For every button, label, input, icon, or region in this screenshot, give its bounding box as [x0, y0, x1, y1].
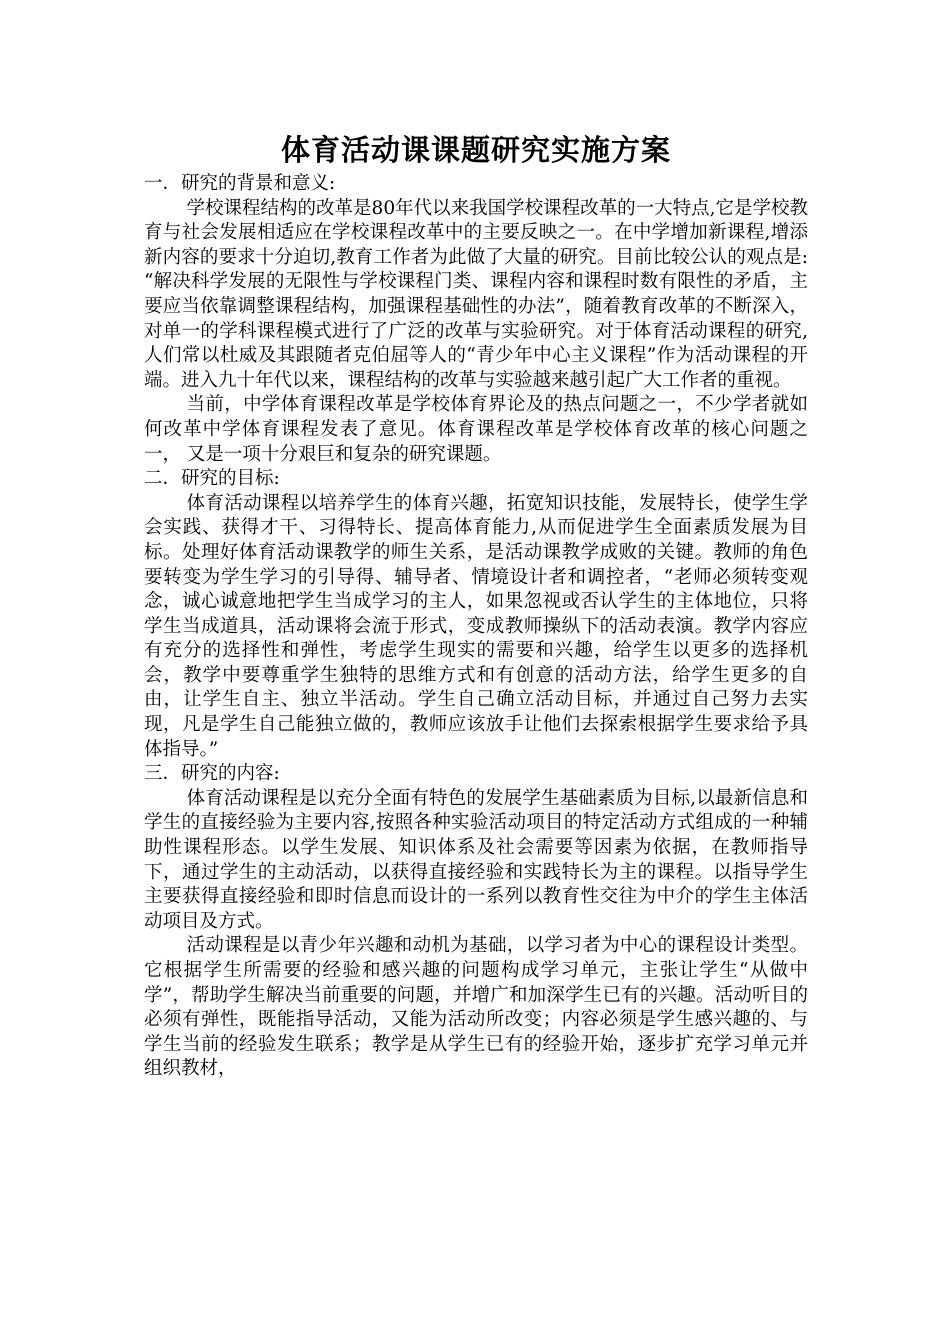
section-heading: 二．研究的目标: — [144, 468, 280, 490]
document-title: 体育活动课课题研究实施方案 — [280, 133, 671, 167]
paragraph: 体育活动课程是以充分全面有特色的发展学生基础素质为目标,以最新信息和学生的直接经验为主要内容,按照各种实验活动项目的特定活动方式组成的一种辅助性课程形态。以学生发展、知识体系及社会需要等因素为依据，在教师指导下，通过学生的主动活动，以获得直接经验和实践特长为主的课程。以指导学生主要获得直接经验和即时信息而设计的一系列以教育性交往为中介的学生主体活动项目及方式。 — [144, 787, 808, 932]
document-body — [144, 128, 808, 1082]
section-content — [144, 762, 808, 1082]
section-heading: 三．研究的内容: — [144, 763, 280, 785]
paragraph: 当前，中学体育课程改革是学校体育界论及的热点问题之一，不少学者就如何改革中学体育课程发表了意见。体育课程改革是学校体育改革的核心问题之一， 又是一项十分艰巨和复杂的研究课题。 — [144, 394, 808, 465]
paragraph: 学校课程结构的改革是80年代以来我国学校课程改革的一大特点,它是学校教育与社会发展相适应在学校课程改革中的主要反映之一。在中学增加新课程,增添新内容的要求十分迫切,教育工作者为此做了大量的研究。目前比较公认的观点是: “解决科学发展的无限性与学校课程门类、课程内容和课程时数有限性的矛盾，主要应当依靠调整课程结构，加强课程基础性的办法”，随着教育改革的不断深入，对单一的学科课程模式进行了广泛的改革与实验研究。对于体育活动课程的研究,人们常以杜威及其跟随者克伯屈等人的“青少年中心主义课程”作为活动课程的开端。进入九十年代以来，课程结构的改革与实验越来越引起广大工作者的重视。 — [144, 197, 808, 391]
section-goals — [144, 467, 808, 762]
section-heading: 一．研究的背景和意义: — [144, 173, 336, 194]
paragraph: 活动课程是以青少年兴趣和动机为基础，以学习者为中心的课程设计类型。它根据学生所需要的经验和感兴趣的问题构成学习单元，主张让学生“从做中学”，帮助学生解决当前重要的问题，并增广和加深学生已有的兴趣。活动听目的必须有弹性，既能指导活动，又能为活动所改变；内容必须是学生感兴趣的、与学生当前的经验发生联系；教学是从学生已有的经验开始，逐步扩充学习单元并组织教材， — [144, 935, 808, 1080]
paragraph: 体育活动课程以培养学生的体育兴趣，拓宽知识技能，发展特长，使学生学会实践、获得才干、习得特长、提高体育能力,从而促进学生全面素质发展为目标。处理好体育活动课教学的师生关系，是活动课教学成败的关键。教师的角色要转变为学生学习的引导得、辅导者、情境设计者和调控者，“老师必须转变观念，诚心诚意地把学生当成学习的主人，如果忽视或否认学生的主体地位，只将学生当成道具，活动课将会流于形式，变成教师操纵下的活动表演。教学内容应有充分的选择性和弹性，考虑学生现实的需要和兴趣，给学生以更多的选择机会，教学中要尊重学生独特的思维方式和有创意的活动方法，给学生更多的自由，让学生自主、独立半活动。学生自己确立活动目标，并通过自己努力去实现，凡是学生自己能独立做的，教师应该放手让他们去探索根据学生要求给予具体指导。” — [144, 492, 808, 760]
section-background — [144, 172, 808, 467]
